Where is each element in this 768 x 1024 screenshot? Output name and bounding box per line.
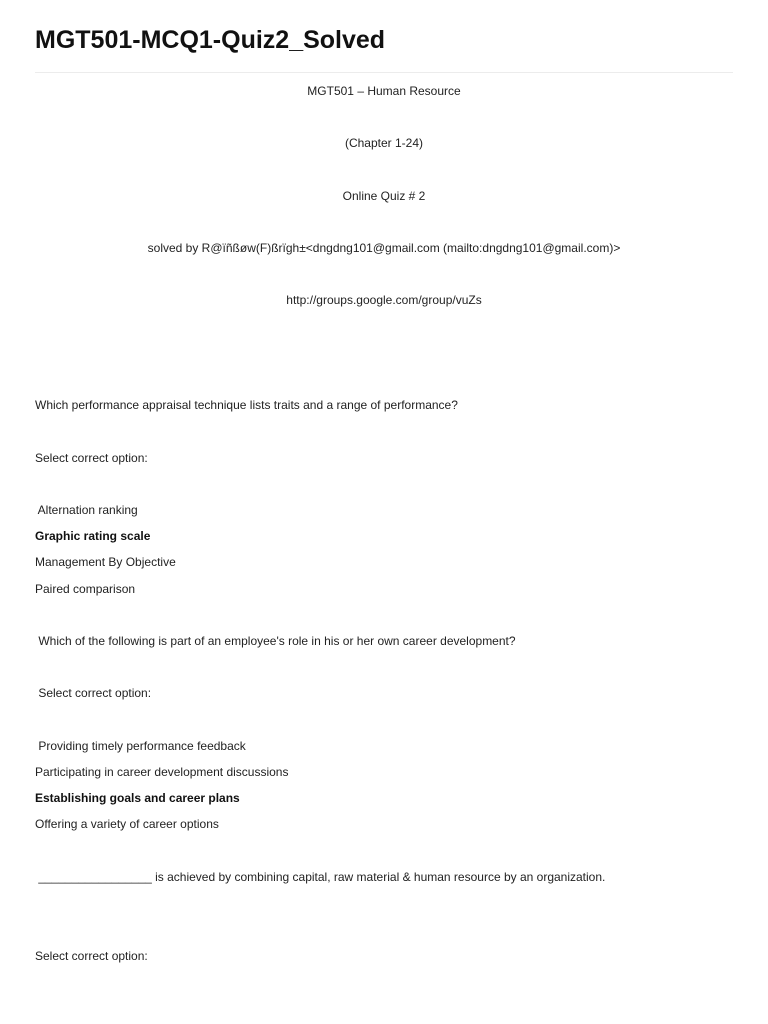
- question-2-prompt: Select correct option:: [35, 686, 152, 700]
- solved-by-line: solved by R@ïñßøw(F)ßrïgh±<dngdng101@gmail.com (mailto:dngdng101@gmail.com)>: [147, 241, 621, 255]
- question-2-option-1: Providing timely performance feedback: [35, 739, 246, 753]
- question-1-prompt: Select correct option:: [35, 451, 148, 465]
- question-1-option-3: Management By Objective: [35, 555, 176, 569]
- question-1-option-1: Alternation ranking: [35, 503, 138, 517]
- course-line: MGT501 – Human Resource: [307, 84, 461, 98]
- question-2-option-3-correct: Establishing goals and career plans: [35, 791, 240, 805]
- document-title: MGT501-MCQ1-Quiz2_Solved: [35, 26, 386, 54]
- question-3-prompt: Select correct option:: [35, 949, 148, 963]
- title-divider: [35, 72, 733, 73]
- question-2-text: Which of the following is part of an employee's role in his or her own career development?: [35, 634, 516, 648]
- question-1-option-2-correct: Graphic rating scale: [35, 529, 151, 543]
- question-2-option-4: Offering a variety of career options: [35, 817, 219, 831]
- question-2-option-2: Participating in career development discussions: [35, 765, 289, 779]
- quiz-line: Online Quiz # 2: [342, 189, 426, 203]
- question-1-text: Which performance appraisal technique lists traits and a range of performance?: [35, 398, 458, 412]
- question-1-option-4: Paired comparison: [35, 582, 136, 596]
- chapters-line: (Chapter 1-24): [344, 136, 424, 150]
- question-3-text: _________________ is achieved by combining capital, raw material & human resource by an organization.: [35, 870, 606, 884]
- group-link[interactable]: http://groups.google.com/group/vuZs: [286, 293, 482, 307]
